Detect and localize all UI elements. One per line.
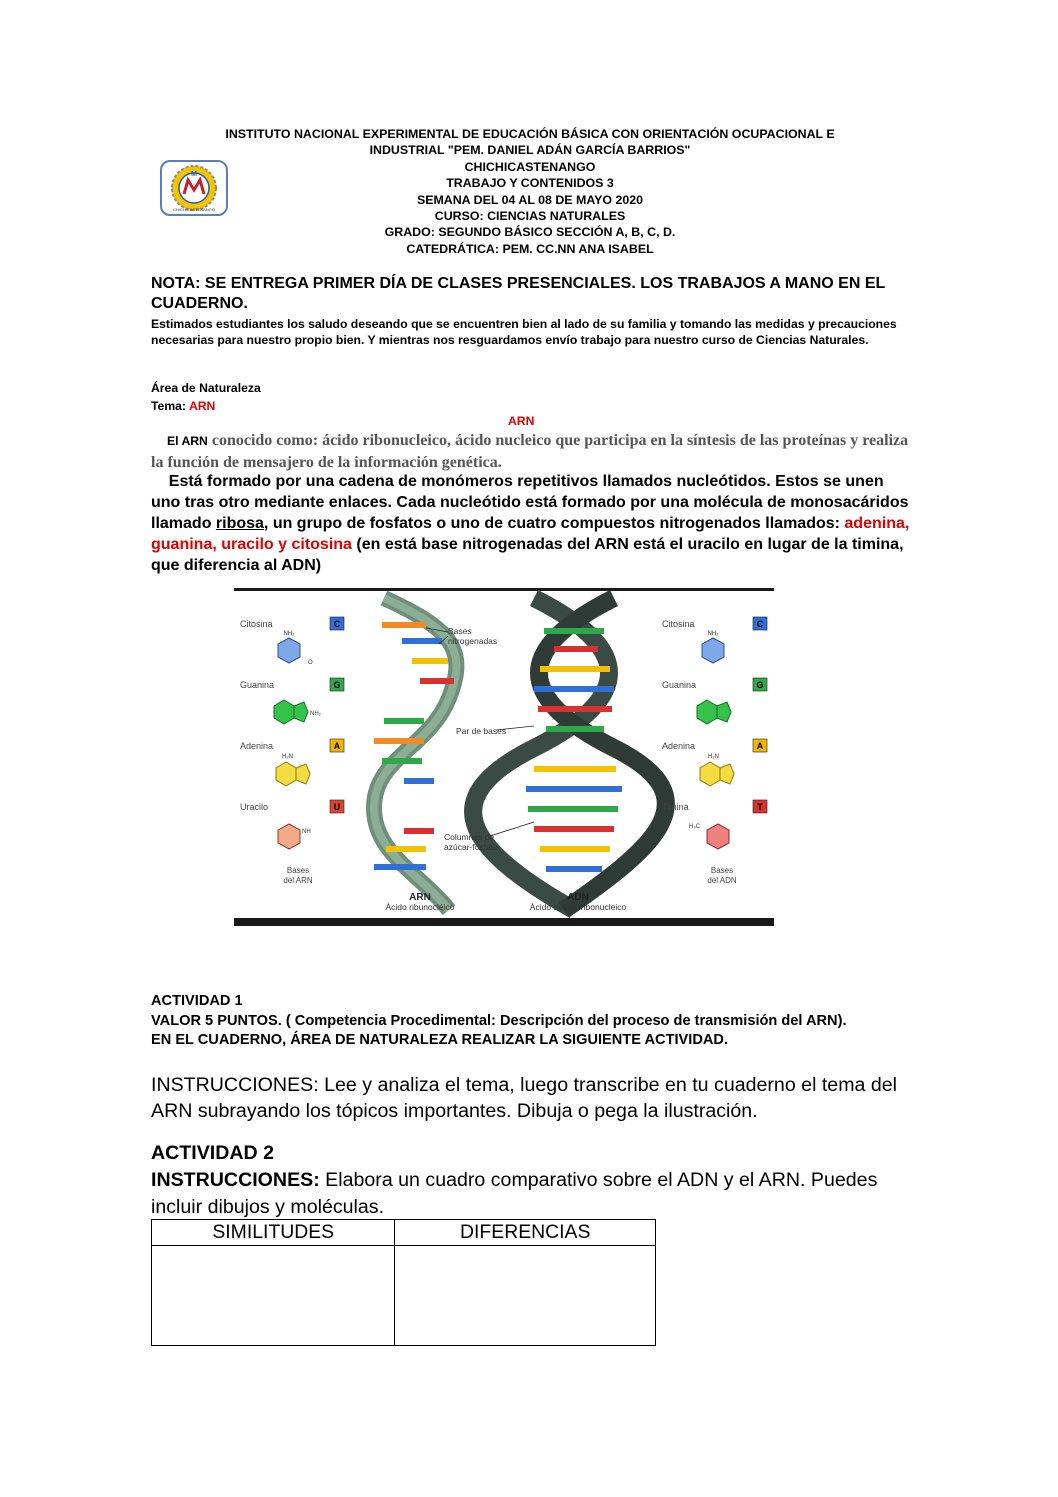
structure-text-2: , un grupo de fosfatos o uno de cuatro compuestos nitrogenados llamados:	[263, 515, 845, 532]
svg-text:NH₂: NH₂	[283, 631, 295, 637]
svg-text:M: M	[191, 171, 197, 178]
svg-text:ARN: ARN	[409, 892, 431, 903]
svg-text:ADN: ADN	[567, 892, 589, 903]
svg-text:Ácido ribunocléico: Ácido ribunocléico	[385, 902, 455, 912]
svg-text:Adenina: Adenina	[240, 741, 274, 751]
header-line: INDUSTRIAL "PEM. DANIEL ADÁN GARCÍA BARRIOS"	[369, 143, 691, 158]
svg-text:O: O	[308, 660, 313, 666]
tema-label: Tema:	[151, 399, 189, 413]
svg-text:Guanina: Guanina	[240, 680, 275, 690]
svg-text:C: C	[756, 619, 764, 629]
header-line: SEMANA DEL 04 AL 08 DE MAYO 2020	[416, 192, 644, 207]
definition-text: conocido como: ácido ribonucleico, ácido nucleico que participa en la síntesis de las proteínas y realiza la función de mensajero de la información genética.	[151, 432, 909, 471]
svg-text:Bases: Bases	[448, 626, 472, 636]
structure-paragraph	[151, 471, 911, 576]
table-header-row	[152, 1220, 656, 1246]
definition-paragraph	[151, 430, 911, 473]
svg-text:Adenina: Adenina	[662, 741, 696, 751]
svg-text:Ácido desoxirribonucleico: Ácido desoxirribonucleico	[529, 902, 627, 912]
svg-text:Guanina: Guanina	[662, 680, 697, 690]
svg-text:H₃C: H₃C	[689, 824, 701, 830]
svg-text:nitrogenadas: nitrogenadas	[448, 636, 498, 646]
svg-text:CHICHICASTENANGO: CHICHICASTENANGO	[173, 207, 215, 212]
svg-text:A: A	[756, 741, 764, 751]
table-row	[152, 1246, 656, 1346]
svg-text:G: G	[756, 680, 764, 690]
school-logo	[160, 160, 228, 216]
header-line: INSTITUTO NACIONAL EXPERIMENTAL DE EDUCACIÓN BÁSICA CON ORIENTACIÓN OCUPACIONAL E	[225, 127, 835, 141]
svg-text:U: U	[333, 802, 341, 812]
svg-text:Citosina: Citosina	[662, 619, 695, 629]
comparison-table	[151, 1219, 656, 1346]
ribosa-term: ribosa	[215, 515, 264, 532]
actividad-1-title: ACTIVIDAD 1	[151, 993, 243, 1009]
header-line: CHICHICASTENANGO	[464, 159, 596, 174]
actividad-2-instrucciones	[151, 1167, 931, 1221]
structure-text-1: Está formado por una cadena de monómeros repetitivos llamados nucleótidos. Estos se unen uno tras otro mediante enlaces. Cada nucleótido está formado por una molécula de monosacáridos llamado	[151, 473, 909, 532]
tema-line	[151, 398, 215, 414]
svg-text:del ARN: del ARN	[283, 876, 313, 885]
header-line: CURSO: CIENCIAS NATURALES	[434, 209, 626, 224]
svg-text:Par de bases: Par de bases	[456, 726, 507, 736]
header-diferencias: DIFERENCIAS	[395, 1220, 656, 1246]
header-line: GRADO: SEGUNDO BÁSICO SECCIÓN A, B, C, D.	[384, 225, 676, 240]
svg-text:H₂N: H₂N	[282, 754, 293, 760]
header-similitudes: SIMILITUDES	[152, 1220, 395, 1246]
structure-text-3: (en está base nitrogenadas del ARN está el uracilo en lugar de la timina, que diferencia al ADN)	[151, 536, 904, 574]
svg-text:H₂N: H₂N	[708, 754, 719, 760]
svg-text:Bases: Bases	[286, 866, 310, 875]
svg-text:NH₂: NH₂	[707, 631, 719, 637]
actividad-1-valor: VALOR 5 PUNTOS. ( Competencia Procedimental: Descripción del proceso de transmisión del ARN).	[151, 1012, 847, 1029]
definition-lead: El ARN	[167, 434, 208, 448]
actividad-2-instr-label: INSTRUCCIONES:	[151, 1169, 320, 1191]
svg-text:azúcar-fosfato: azúcar-fosfato	[444, 842, 498, 852]
svg-text:Citosina: Citosina	[240, 619, 273, 629]
similitudes-cell[interactable]	[152, 1246, 395, 1346]
area-label: Área de Naturaleza	[151, 381, 261, 395]
header-line: CATEDRÁTICA: PEM. CC.NN ANA ISABEL	[406, 241, 654, 256]
svg-text:Timina: Timina	[662, 802, 689, 812]
bases-list: adenina, guanina, uracilo y citosina	[151, 515, 910, 553]
actividad-1	[151, 992, 911, 1051]
actividad-2-instr-text: Elabora un cuadro comparativo sobre el ADN y el ARN. Puedes incluir dibujos y moléculas.	[151, 1169, 878, 1218]
actividad-2-title: ACTIVIDAD 2	[151, 1142, 275, 1164]
svg-text:NH: NH	[302, 829, 311, 835]
actividad-1-instrucciones: INSTRUCCIONES: Lee y analiza el tema, luego transcribe en tu cuaderno el tema del ARN subrayando los tópicos importantes. Dibuja o pega la ilustración.	[151, 1074, 898, 1122]
section-title: ARN	[508, 414, 535, 428]
document-header	[150, 126, 910, 257]
arn-adn-illustration	[234, 588, 774, 926]
svg-text:Columnas de: Columnas de	[444, 832, 495, 842]
svg-text:T: T	[757, 802, 763, 812]
svg-text:Uracilo: Uracilo	[240, 802, 269, 812]
svg-text:NH₂: NH₂	[310, 711, 321, 717]
diferencias-cell[interactable]	[395, 1246, 656, 1346]
svg-text:Bases: Bases	[710, 866, 734, 875]
intro-paragraph: Estimados estudiantes los saludo deseando que se encuentren bien al lado de su familia y tomando las medidas y precauciones necesarias para nuestro propio bien. Y mientras nos resguardamos envío trabajo para nuestro curso de Ciencias Naturales.	[151, 317, 897, 347]
svg-text:G: G	[333, 680, 341, 690]
tema-value: ARN	[188, 399, 216, 413]
nota-text: NOTA: SE ENTREGA PRIMER DÍA DE CLASES PRESENCIALES. LOS TRABAJOS A MANO EN EL CUADERNO.	[151, 275, 885, 312]
svg-text:A: A	[333, 741, 341, 751]
header-line: TRABAJO Y CONTENIDOS 3	[446, 176, 614, 191]
svg-text:del ADN: del ADN	[707, 876, 737, 885]
actividad-1-cuaderno: EN EL CUADERNO, ÁREA DE NATURALEZA REALIZAR LA SIGUIENTE ACTIVIDAD.	[151, 1032, 729, 1048]
svg-text:C: C	[333, 619, 341, 629]
